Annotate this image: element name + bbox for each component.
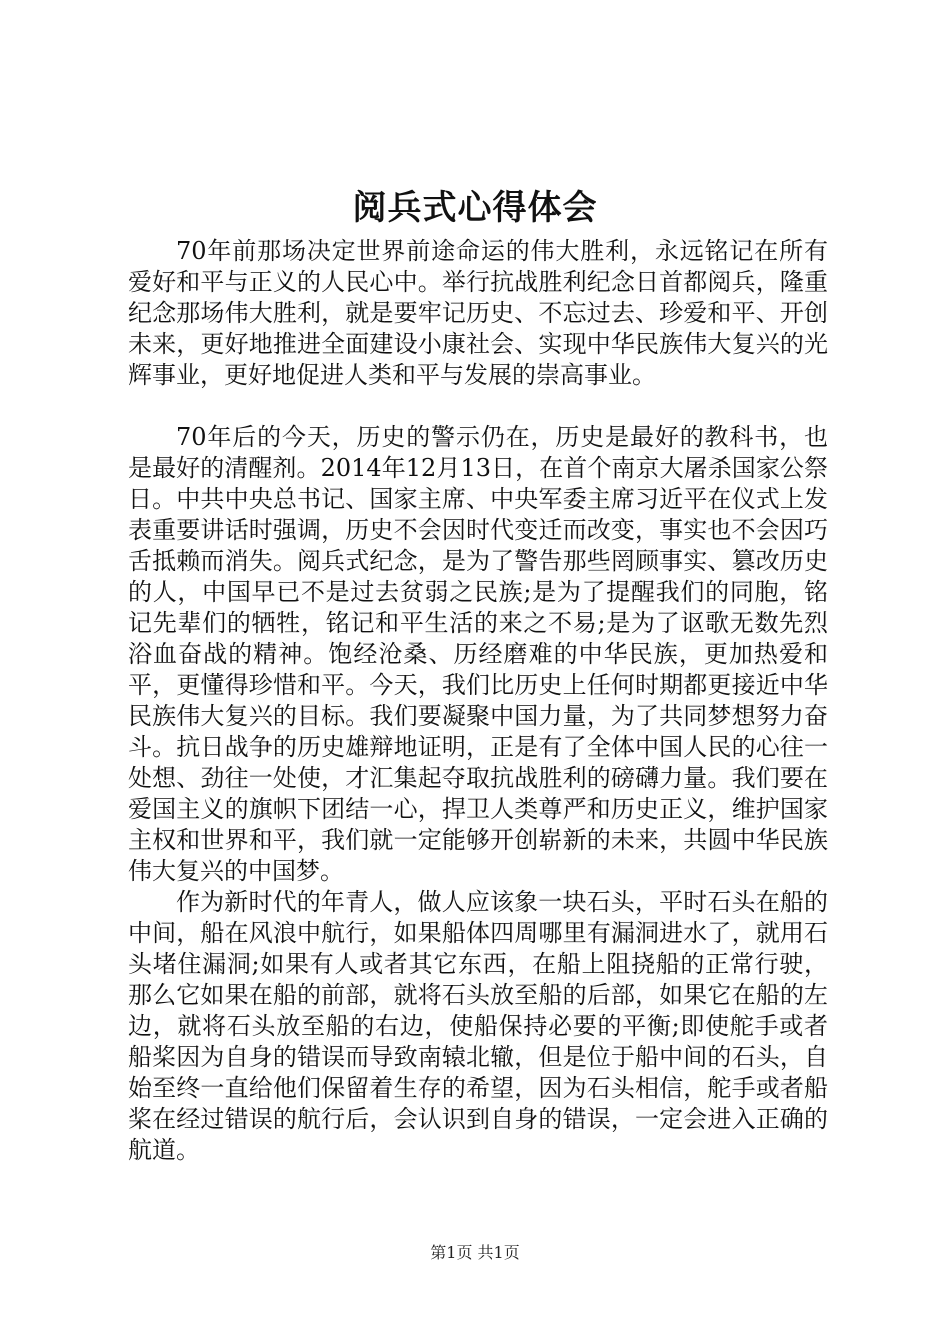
document-body <box>128 236 828 1166</box>
document-title: 阅兵式心得体会 <box>352 188 598 228</box>
paragraph-1: 70年前那场决定世界前途命运的伟大胜利，永远铭记在所有爱好和平与正义的人民心中。举行抗战胜利纪念日首都阅兵，隆重纪念那场伟大胜利，就是要牢记历史、不忘过去、珍爱和平、开创未来，更好地推进全面建设小康社会、实现中华民族伟大复兴的光辉事业，更好地促进人类和平与发展的崇高事业。 <box>128 237 828 389</box>
paragraph-2: 70年后的今天，历史的警示仍在，历史是最好的教科书，也是最好的清醒剂。2014年12月13日，在首个南京大屠杀国家公祭日。中共中央总书记、国家主席、中央军委主席习近平在仪式上发表重要讲话时强调，历史不会因时代变迁而改变，事实也不会因巧舌抵赖而消失。阅兵式纪念，是为了警告那些罔顾事实、篡改历史的人，中国早已不是过去贫弱之民族;是为了提醒我们的同胞，铭记先辈们的牺牲，铭记和平生活的来之不易;是为了讴歌无数先烈浴血奋战的精神。饱经沧桑、历经磨难的中华民族，更加热爱和平，更懂得珍惜和平。今天，我们比历史上任何时期都更接近中华民族伟大复兴的目标。我们要凝聚中国力量，为了共同梦想努力奋斗。抗日战争的历史雄辩地证明，正是有了全体中国人民的心往一处想、劲往一处使，才汇集起夺取抗战胜利的磅礴力量。我们要在爱国主义的旗帜下团结一心，捍卫人类尊严和历史正义，维护国家主权和世界和平，我们就一定能够开创崭新的未来，共圆中华民族伟大复兴的中国梦。 <box>128 423 828 885</box>
paragraph-3: 作为新时代的年青人，做人应该象一块石头，平时石头在船的中间，船在风浪中航行，如果船体四周哪里有漏洞进水了，就用石头堵住漏洞;如果有人或者其它东西，在船上阻挠船的正常行驶，那么它如果在船的前部，就将石头放至船的后部，如果它在船的左边，就将石头放至船的右边，使船保持必要的平衡;即使舵手或者船桨因为自身的错误而导致南辕北辙，但是位于船中间的石头，自始至终一直给他们保留着生存的希望，因为石头相信，舵手或者船桨在经过错误的航行后，会认识到自身的错误，一定会进入正确的航道。 <box>128 888 828 1164</box>
page-footer: 第1页 共1页 <box>430 1243 520 1262</box>
